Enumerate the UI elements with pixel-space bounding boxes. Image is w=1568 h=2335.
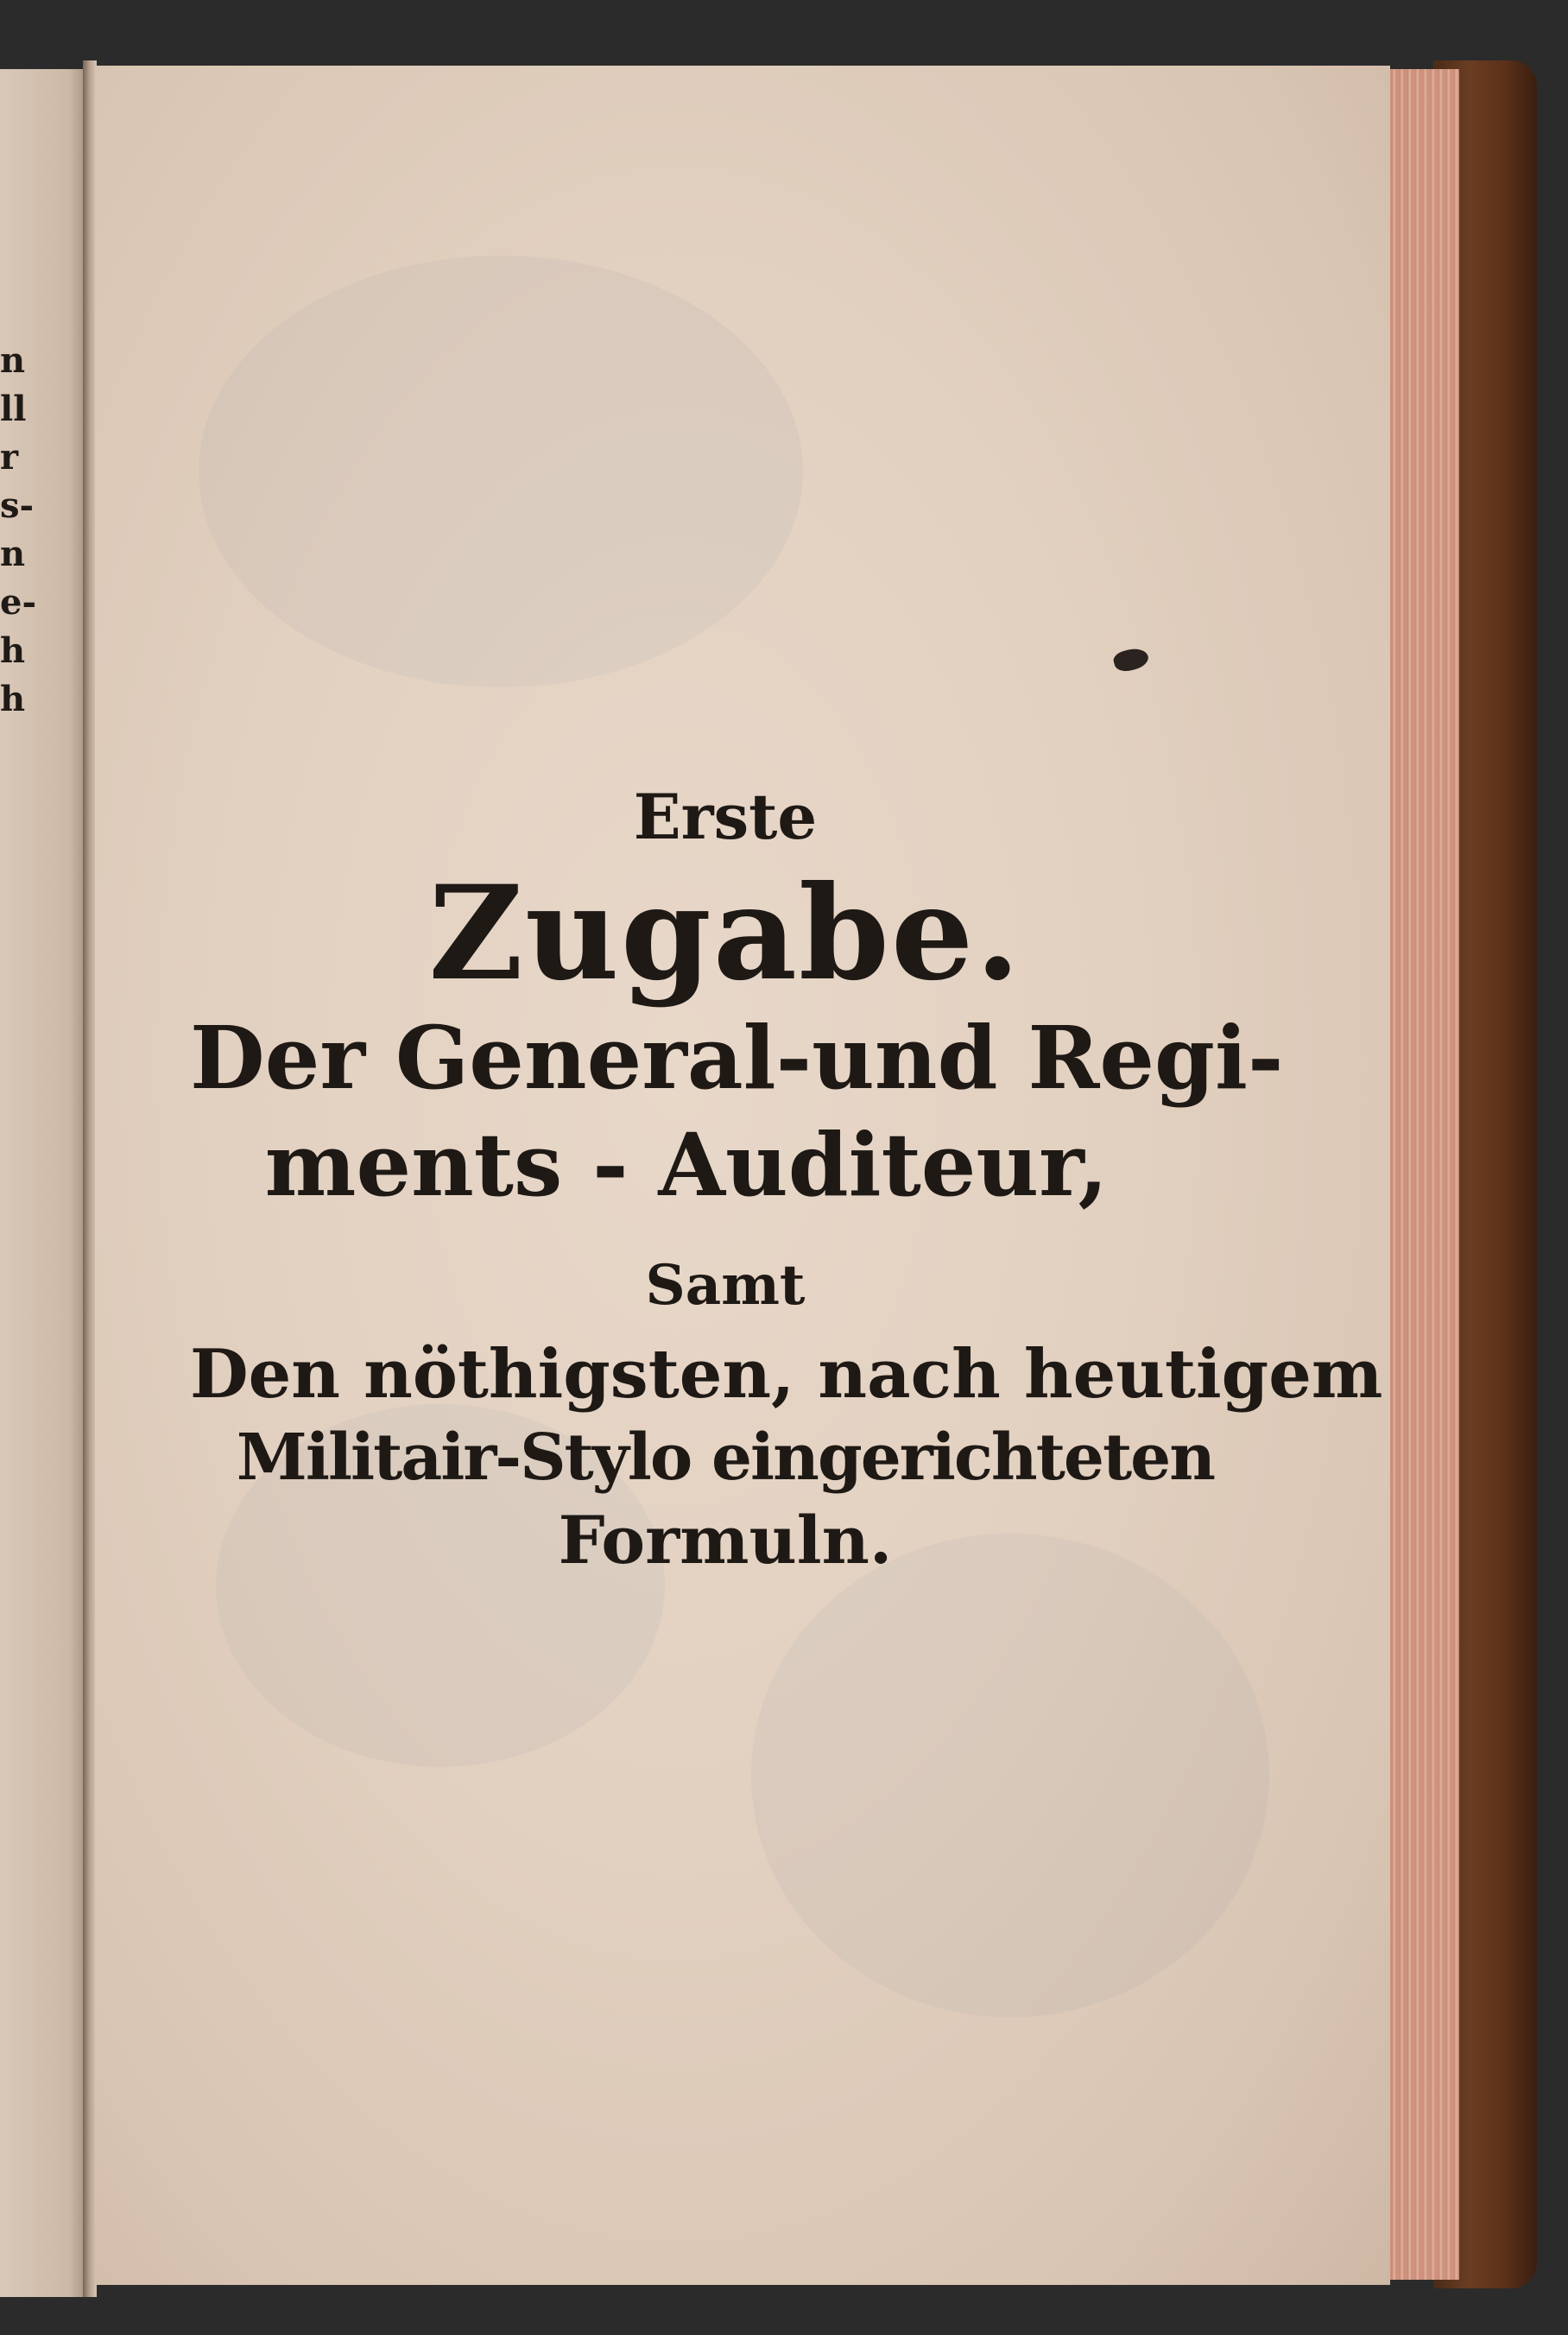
margin-letter: h (0, 679, 26, 719)
title-line-der-general: Der General-und Regi- (190, 1007, 1284, 1109)
page-edges (1381, 69, 1459, 2280)
title-line-auditeur: ments - Auditeur, (264, 1114, 1109, 1216)
right-page (95, 66, 1390, 2285)
margin-letter: r (0, 437, 19, 478)
title-line-zugabe: Zugabe. (428, 857, 1022, 1009)
title-block (190, 774, 1383, 1582)
margin-letter: n (0, 534, 26, 574)
ink-speck (1112, 645, 1151, 674)
paper-stain (199, 256, 803, 687)
title-line-erste: Erste (633, 780, 818, 853)
margin-letter: s- (0, 485, 35, 526)
margin-letter: n (0, 340, 26, 381)
margin-letter: ll (0, 389, 27, 429)
title-line-militair: Militair-Stylo eingerichteten (236, 1421, 1215, 1495)
left-page-margin-text (0, 337, 37, 724)
paper-stain (751, 1534, 1269, 2017)
title-line-den: Den nöthigsten, nach heutigem (190, 1335, 1383, 1414)
title-line-formuln: Formuln. (558, 1502, 893, 1579)
margin-letter: e- (0, 582, 37, 623)
left-page (0, 69, 86, 2297)
title-line-samt: Samt (645, 1253, 806, 1318)
margin-letter: h (0, 630, 26, 671)
